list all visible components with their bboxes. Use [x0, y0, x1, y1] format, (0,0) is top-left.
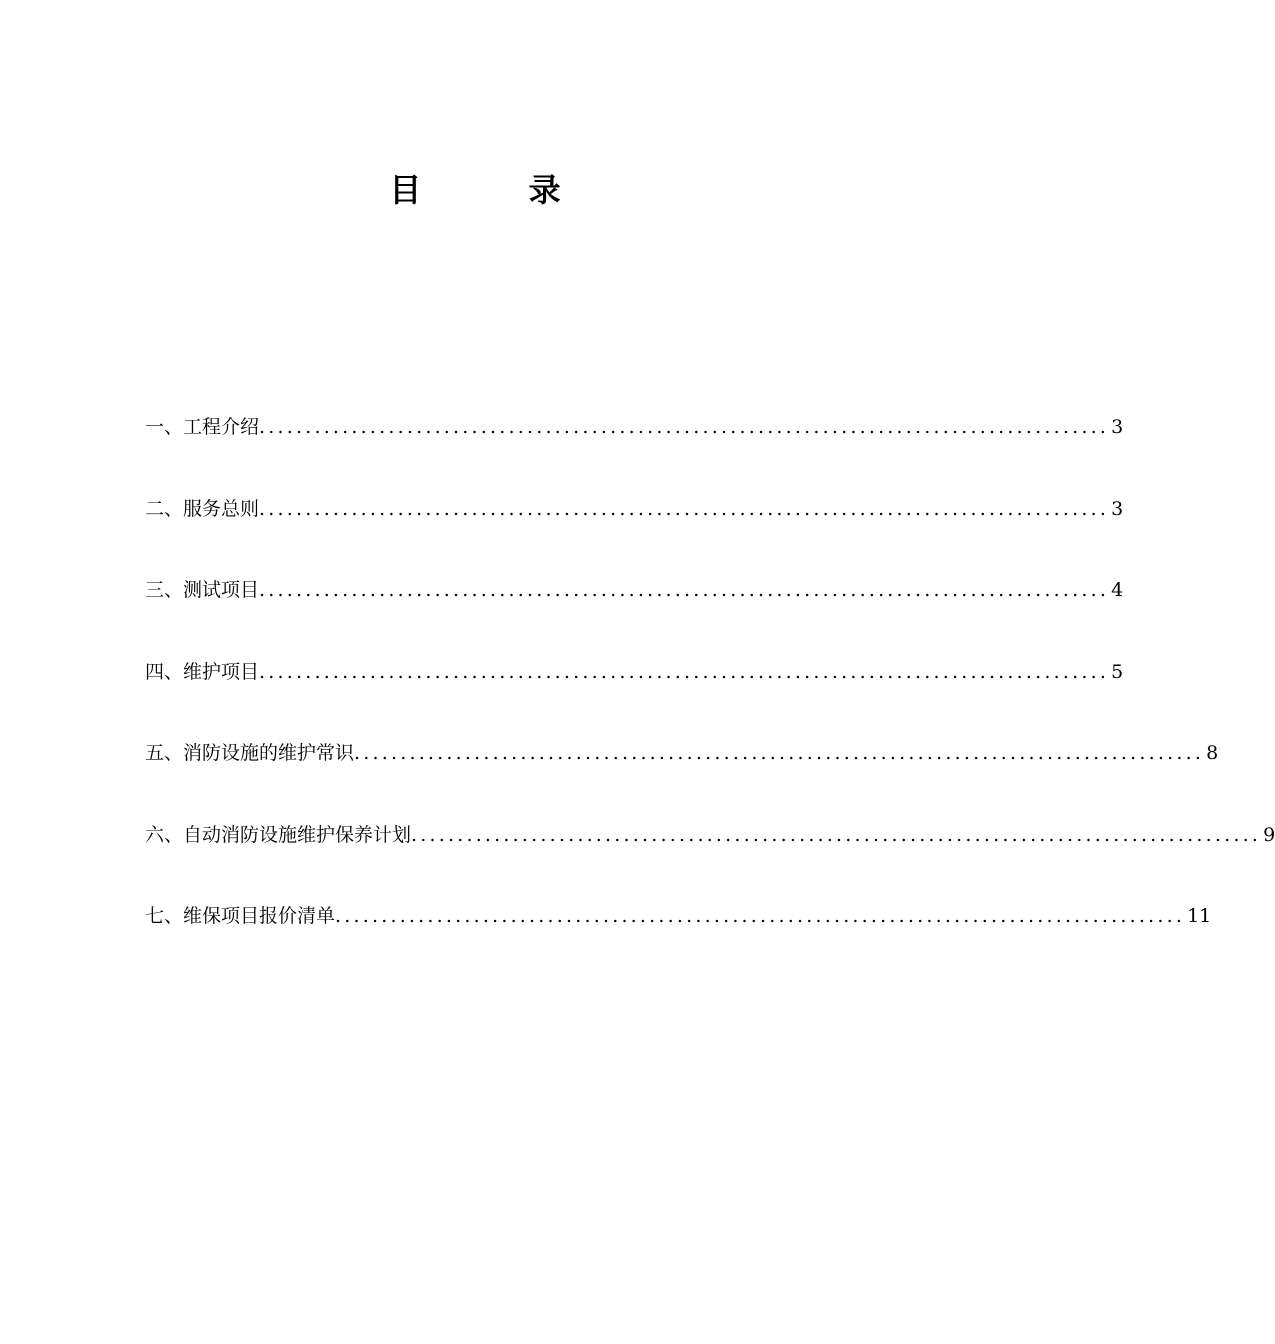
- toc-entry-label: 四、维护项目: [145, 660, 260, 683]
- toc-page-number: 3: [1111, 497, 1124, 520]
- toc-dot-leader: ............................................................................................: [259, 660, 1110, 683]
- toc-entry-label: 五、消防设施的维护常识: [145, 742, 355, 764]
- toc-dot-leader: ............................................................................................: [354, 742, 1205, 764]
- toc-entry-label: 一、工程介绍: [145, 416, 260, 438]
- toc-page-number: 11: [1187, 905, 1212, 927]
- toc-dot-leader: ............................................................................................: [259, 497, 1110, 520]
- toc-dot-leader: ............................................................................................: [259, 579, 1110, 601]
- toc-page-number: 3: [1111, 416, 1124, 438]
- toc-entry-label: 三、测试项目: [145, 579, 260, 601]
- toc-page-number: 8: [1206, 742, 1219, 764]
- toc-dot-leader: ............................................................................................: [411, 823, 1262, 846]
- toc-entry[interactable]: [145, 410, 1124, 492]
- toc-dot-leader: ............................................................................................: [335, 905, 1186, 927]
- toc-entry[interactable]: [145, 899, 1212, 981]
- toc-entry[interactable]: [145, 492, 1124, 574]
- toc-dot-leader: ............................................................................................: [259, 416, 1110, 438]
- toc-entry-label: 七、维保项目报价清单: [145, 905, 336, 927]
- toc-entry[interactable]: [145, 655, 1124, 737]
- page-title: 目 录: [389, 171, 609, 209]
- toc-entry[interactable]: [145, 736, 1219, 818]
- toc-entry[interactable]: [145, 818, 1275, 900]
- toc-entry[interactable]: [145, 573, 1124, 655]
- toc-entry-label: 二、服务总则: [145, 497, 260, 520]
- toc-page-number: 9: [1263, 823, 1275, 846]
- table-of-contents: [145, 410, 1275, 981]
- toc-page-number: 4: [1111, 579, 1124, 601]
- toc-page-number: 5: [1111, 660, 1124, 683]
- toc-entry-label: 六、自动消防设施维护保养计划: [145, 823, 412, 846]
